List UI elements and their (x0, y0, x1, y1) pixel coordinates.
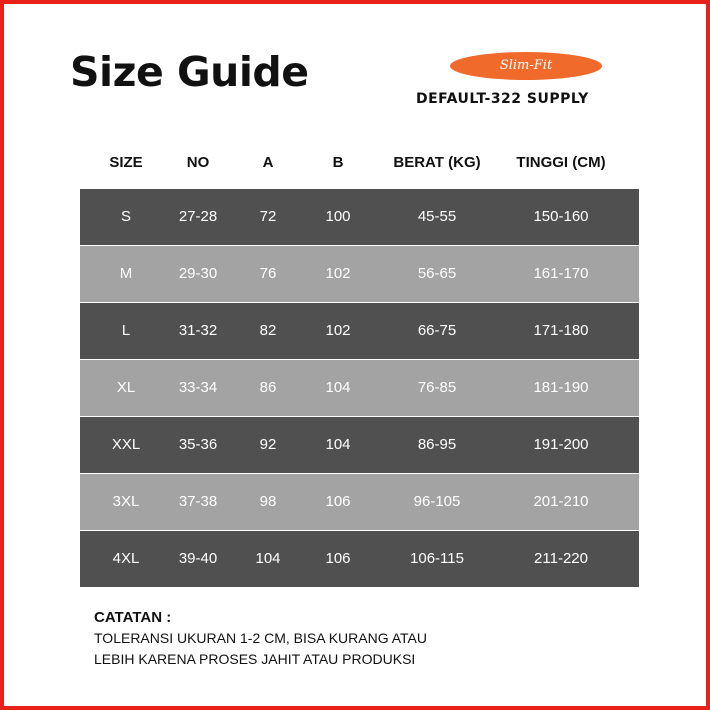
cell-tinggi: 191-200 (533, 436, 589, 453)
cell-berat: 66-75 (417, 322, 457, 339)
cell-no: 33-34 (178, 379, 218, 396)
cell-size: L (121, 322, 131, 339)
cell-a: 82 (259, 322, 277, 339)
cell-b: 100 (325, 208, 351, 225)
notes-line: LEBIH KARENA PROSES JAHIT ATAU PRODUKSI (94, 651, 416, 667)
table-row (80, 303, 639, 360)
column-header-berat: BERAT (KG) (393, 154, 481, 171)
table-row (80, 246, 639, 303)
cell-no: 35-36 (178, 436, 218, 453)
slim-fit-badge: Slim-Fit (450, 52, 602, 80)
cell-a: 92 (259, 436, 277, 453)
cell-berat: 86-95 (417, 436, 457, 453)
cell-no: 27-28 (178, 208, 218, 225)
cell-size: XXL (111, 436, 141, 453)
page-title: Size Guide (70, 48, 309, 96)
table-row (80, 360, 639, 417)
cell-no: 29-30 (178, 265, 218, 282)
cell-no: 39-40 (178, 550, 218, 567)
cell-b: 104 (325, 436, 351, 453)
cell-berat: 45-55 (417, 208, 457, 225)
column-header-b: B (332, 154, 344, 171)
cell-b: 106 (325, 550, 351, 567)
column-header-a: A (262, 154, 274, 171)
column-header-tinggi: TINGGI (CM) (516, 154, 606, 171)
cell-size: XL (116, 379, 136, 396)
cell-tinggi: 181-190 (533, 379, 589, 396)
notes-line: TOLERANSI UKURAN 1-2 CM, BISA KURANG ATAU (94, 630, 427, 646)
cell-size: M (119, 265, 133, 282)
cell-a: 86 (259, 379, 277, 396)
cell-size: 3XL (112, 493, 140, 510)
cell-tinggi: 171-180 (533, 322, 589, 339)
cell-a: 72 (259, 208, 277, 225)
notes-title: CATATAN : (94, 609, 172, 626)
table-header (80, 154, 639, 178)
cell-berat: 96-105 (413, 493, 461, 510)
cell-berat: 76-85 (417, 379, 457, 396)
column-header-size: SIZE (109, 154, 143, 171)
cell-berat: 106-115 (410, 550, 464, 567)
cell-no: 31-32 (178, 322, 218, 339)
column-header-no: NO (186, 154, 210, 171)
notes-section (94, 608, 427, 670)
cell-a: 104 (255, 550, 281, 567)
cell-tinggi: 150-160 (533, 208, 589, 225)
cell-b: 104 (325, 379, 351, 396)
cell-a: 76 (259, 265, 277, 282)
cell-tinggi: 201-210 (533, 493, 589, 510)
cell-tinggi: 161-170 (533, 265, 589, 282)
size-table (80, 189, 639, 588)
table-row (80, 531, 639, 588)
brand-name: DEFAULT-322 SUPPLY (416, 91, 589, 107)
table-row (80, 417, 639, 474)
cell-size: S (120, 208, 132, 225)
cell-no: 37-38 (178, 493, 218, 510)
cell-b: 106 (325, 493, 351, 510)
cell-berat: 56-65 (417, 265, 457, 282)
cell-size: 4XL (112, 550, 140, 567)
table-row (80, 189, 639, 246)
table-row (80, 474, 639, 531)
cell-b: 102 (325, 322, 351, 339)
cell-a: 98 (259, 493, 277, 510)
cell-tinggi: 211-220 (534, 550, 588, 567)
cell-b: 102 (325, 265, 351, 282)
